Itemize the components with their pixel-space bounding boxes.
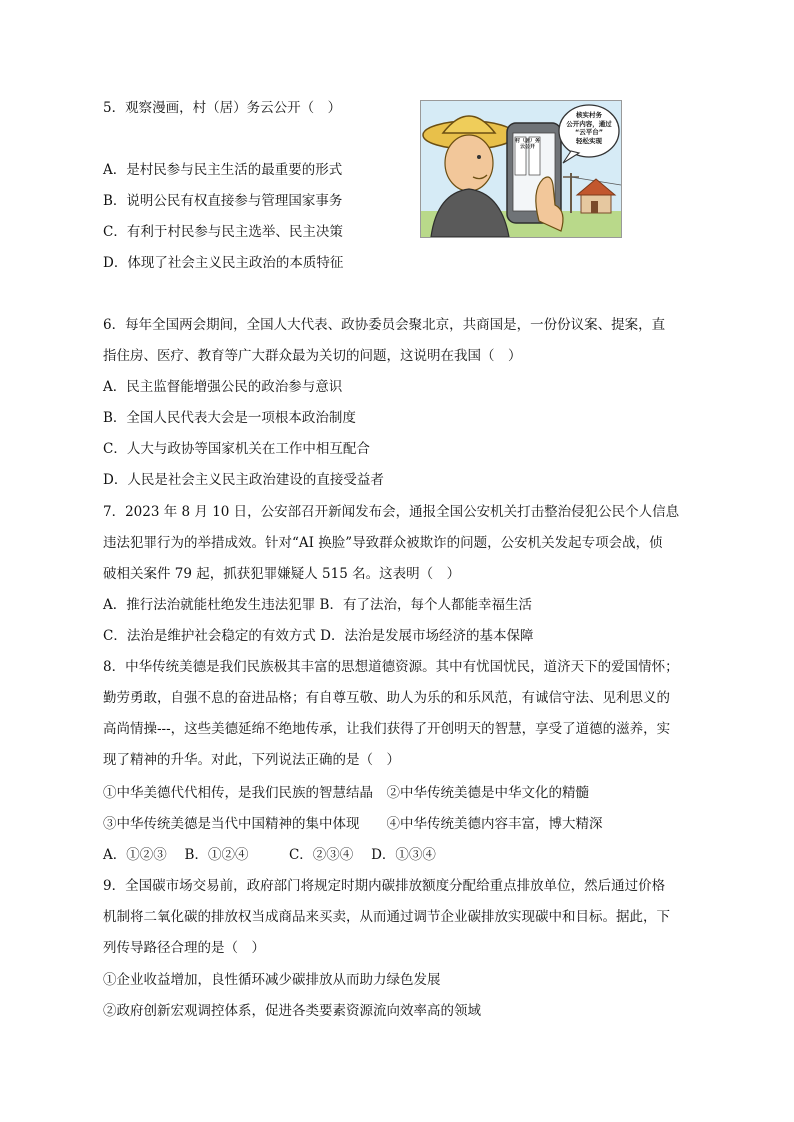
q8-stem-line-1: 8．中华传统美德是我们民族极其丰富的思想道德资源。其中有忧国忧民，道济天下的爱国情怀； [103, 659, 679, 675]
q9-statement-2: ②政府创新宏观调控体系，促进各类要素资源流向效率高的领域 [103, 1003, 481, 1019]
q6-option-a: A．民主监督能增强公民的政治参与意识 [103, 379, 343, 395]
q6-option-d: D．人民是社会主义民主政治建设的直接受益者 [103, 472, 384, 488]
q5-stem: 5．观察漫画，村（居）务云公开（ ） [103, 100, 342, 116]
q8-options: A．①②③ B．①②④ C．②③④ D．①③④ [103, 847, 436, 863]
bubble-line-1: 核实村务 [576, 111, 602, 119]
q9-stem-line-2: 机制将二氧化碳的排放权当成商品来买卖，从而通过调节企业碳排放实现碳中和目标。据此，下 [103, 909, 670, 925]
q9-statement-1: ①企业收益增加，良性循环减少碳排放从而助力绿色发展 [103, 972, 441, 988]
q5-option-d: D．体现了社会主义民主政治的本质特征 [103, 255, 344, 271]
bubble-line-4: 轻松实现 [576, 136, 602, 145]
q5-option-a: A．是村民参与民主生活的最重要的形式 [103, 162, 343, 178]
q5-option-c: C．有利于村民参与民主选举、民主决策 [103, 224, 343, 240]
q8-stem-line-4: 现了精神的升华。对此，下列说法正确的是（ ） [103, 752, 400, 768]
q5-cartoon [420, 100, 622, 238]
q9-stem-line-1: 9．全国碳市场交易前，政府部门将规定时期内碳排放额度分配给重点排放单位，然后通过价格 [103, 878, 666, 894]
q7-stem-line-2: 违法犯罪行为的举措成效。针对“AI 换脸”导致群众被欺诈的问题，公安机关发起专项会战，侦 [103, 535, 663, 551]
q8-stem-line-3: 高尚情操---，这些美德延绵不绝地传承，让我们获得了开创明天的智慧，享受了道德的滋养，实 [103, 721, 671, 737]
q5-option-b: B．说明公民有权直接参与管理国家事务 [103, 193, 343, 209]
bubble-line-2: 公开内容，通过 [566, 119, 612, 128]
q6-stem-line-2: 指住房、医疗、教育等广大群众最为关切的问题，这说明在我国（ ） [103, 348, 522, 364]
q8-stem-line-2: 勤劳勇敢，自强不息的奋进品格；有自尊互敬、助人为乐的和乐风范，有诚信守法、见利思义的 [103, 690, 670, 706]
q7-options-ab: A．推行法治就能杜绝发生违法犯罪 B．有了法治，每个人都能幸福生活 [103, 597, 532, 613]
q7-stem-line-3: 破相关案件 79 起，抓获犯罪嫌疑人 515 名。这表明（ ） [103, 566, 461, 582]
q8-statements-34: ③中华传统美德是当代中国精神的集中体现 ④中华传统美德内容丰富，博大精深 [103, 816, 603, 832]
bubble-line-3: “云平台” [574, 128, 604, 136]
speech-bubble [562, 111, 616, 145]
q7-options-cd: C．法治是维护社会稳定的有效方式 D．法治是发展市场经济的基本保障 [103, 628, 534, 644]
q6-option-b: B．全国人民代表大会是一项根本政治制度 [103, 410, 356, 426]
q6-option-c: C．人大与政协等国家机关在工作中相互配合 [103, 441, 370, 457]
phone-label: 村（居）务云公开 [515, 138, 540, 150]
q8-statements-12: ①中华美德代代相传，是我们民族的智慧结晶 ②中华传统美德是中华文化的精髓 [103, 785, 589, 801]
q9-stem-line-3: 列传导路径合理的是（ ） [103, 940, 265, 956]
q6-stem-line-1: 6．每年全国两会期间，全国人大代表、政协委员会聚北京，共商国是，一份份议案、提案，直 [103, 317, 666, 333]
q7-stem-line-1: 7．2023 年 8 月 10 日，公安部召开新闻发布会，通报全国公安机关打击整治侵犯公民个人信息 [103, 504, 680, 520]
